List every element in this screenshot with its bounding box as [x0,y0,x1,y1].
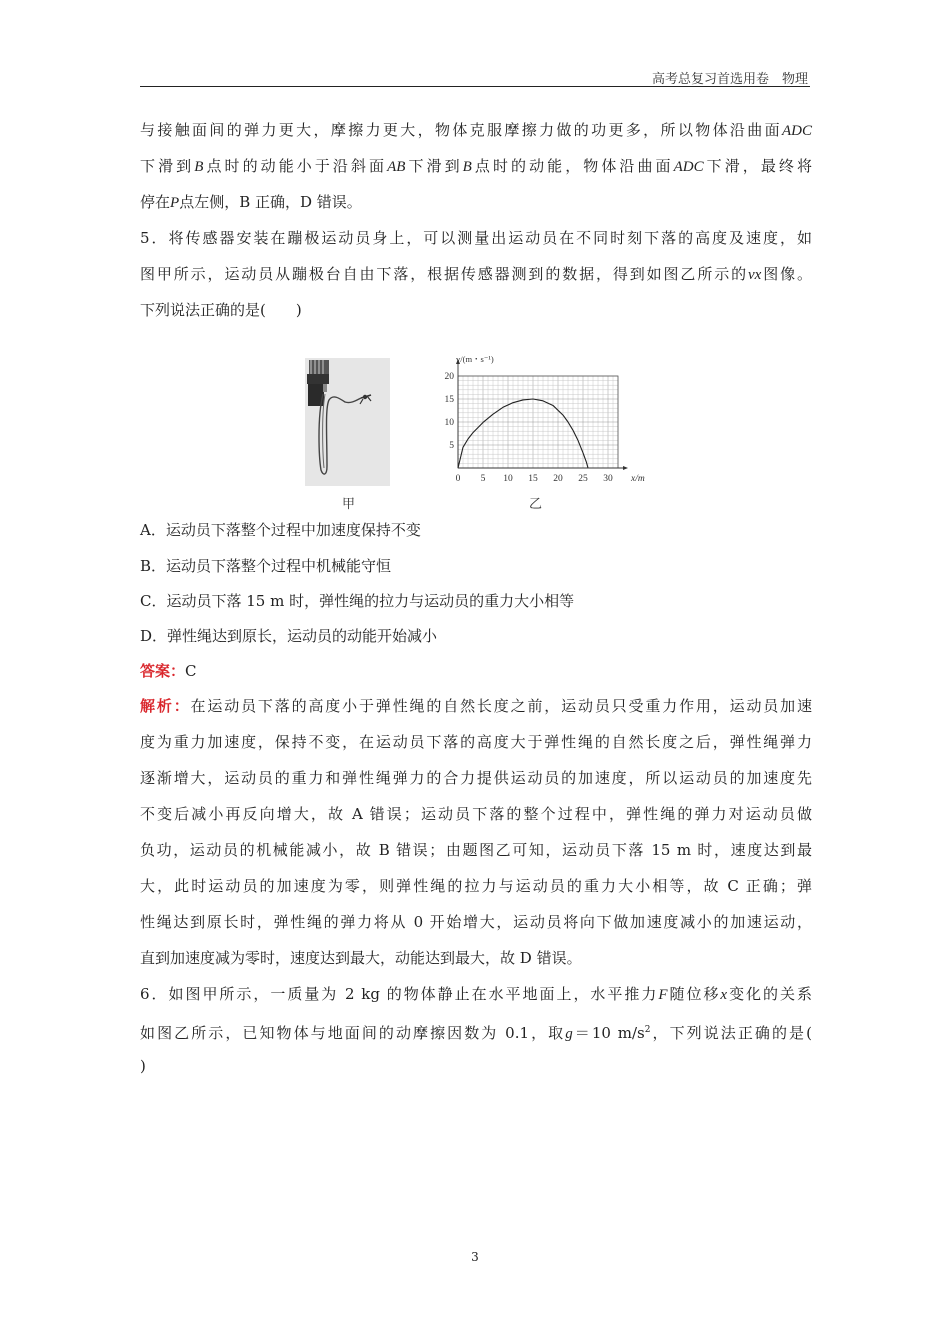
x-axis-label: x/m [631,474,645,484]
x-tick-label: 5 [480,474,486,484]
option-b: B．运动员下落整个过程中机械能守恒 [140,557,392,575]
figure-b-caption: 乙 [529,497,543,512]
x-tick-label: 0 [455,474,461,484]
x-tick-label: 30 [603,474,613,484]
x-tick-label: 25 [578,474,588,484]
page-number: 3 [471,1250,479,1264]
chart-ticks [445,354,645,484]
q5-line-1: 5．将传感器安装在蹦极运动员身上，可以测量出运动员在不同时刻下落的高度及速度，如 [140,229,812,247]
x-tick-label: 20 [553,474,563,484]
analysis-line-7: 性绳达到原长时，弹性绳的弹力将从 0 开始增大，运动员将向下做加速度减小的加速运动， [140,913,812,931]
chart-grid [458,376,618,468]
prev-line-3: 停在P点左侧，B 正确，D 错误。 [140,193,362,211]
header-title: 高考总复习首选用卷 物理 [651,72,808,87]
x-tick-label: 10 [503,474,513,484]
prev-line-2: 下滑到B点时的动能小于沿斜面AB下滑到B点时的动能，物体沿曲面ADC下滑，最终将 [140,157,812,175]
x-tick-label: 15 [528,474,538,484]
analysis-label: 解析： [140,697,191,715]
option-a: A．运动员下落整个过程中加速度保持不变 [140,521,421,539]
x-axis-arrow [623,466,628,470]
prev-line-1: 与接触面间的弹力更大，摩擦力更大，物体克服摩擦力做的功更多，所以物体沿曲面ADC [140,121,812,139]
option-c: C．运动员下落 15 m 时，弹性绳的拉力与运动员的重力大小相等 [140,592,575,610]
analysis-line-4: 不变后减小再反向增大，故 A 错误；运动员下落的整个过程中，弹性绳的弹力对运动员做 [140,805,812,823]
answer-line [140,661,812,681]
option-d: D．弹性绳达到原长，运动员的动能开始减小 [140,627,438,645]
bungee-photo [305,358,390,486]
q6-line-1: 6．如图甲所示，一质量为 2 kg 的物体静止在水平地面上，水平推力F随位移x变化的关系 [140,985,812,1003]
analysis-line-8: 直到加速度减为零时，速度达到最大，动能达到最大，故 D 错误。 [140,949,582,967]
answer-label: 答案： [140,662,186,680]
header-rule [140,86,810,87]
analysis-line-3: 逐渐增大，运动员的重力和弹性绳弹力的合力提供运动员的加速度，所以运动员的加速度先 [140,769,812,787]
analysis-line-5: 负功，运动员的机械能减小，故 B 错误；由题图乙可知，运动员下落 15 m 时，速度达到最 [140,841,812,859]
answer-value: C [185,662,197,680]
analysis-line-2: 度为重力加速度，保持不变，在运动员下落的高度大于弹性绳的自然长度之后，弹性绳弹力 [140,733,812,751]
q5-line-3: 下列说法正确的是( ) [140,301,302,319]
q6-line-3: ) [140,1057,146,1075]
q5-line-2: 图甲所示，运动员从蹦极台自由下落，根据传感器测到的数据，得到如图乙所示的vx图像。 [140,265,812,283]
y-axis-label: v/(m・s⁻¹) [456,354,494,364]
y-tick-label: 10 [444,418,454,428]
y-tick-label: 15 [444,395,454,405]
analysis-line-1: 解析：在运动员下落的高度小于弹性绳的自然长度之前，运动员只受重力作用，运动员加速 [140,697,812,715]
analysis-line-6: 大，此时运动员的加速度为零，则弹性绳的拉力与运动员的重力大小相等，故 C 正确；弹 [140,877,812,895]
vx-chart [432,350,657,490]
q6-line-2: 如图乙所示，已知物体与地面间的动摩擦因数为 0.1，取g＝10 $m/s^2$，下列说法正确的是( [140,1024,812,1042]
figure-a-caption: 甲 [342,497,356,512]
y-tick-label: 5 [449,441,454,451]
y-tick-label: 20 [444,372,454,382]
